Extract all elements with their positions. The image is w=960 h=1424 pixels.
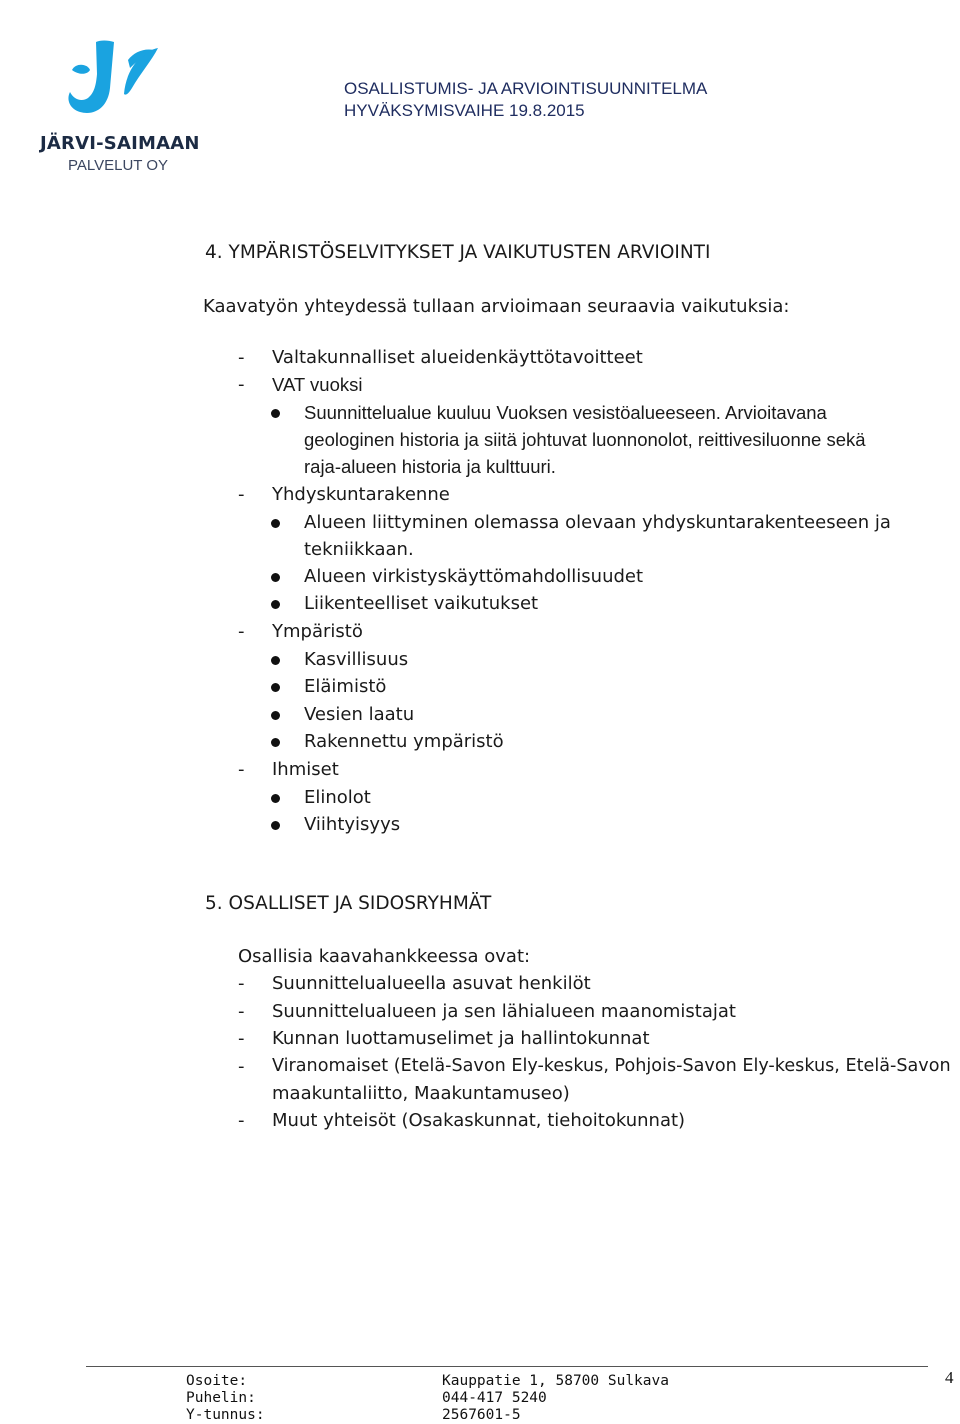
footer-ytunnus-value: 2567601-5 — [442, 1407, 521, 1423]
list-item: Vesien laatu — [304, 704, 415, 725]
dash-marker: - — [238, 484, 245, 505]
list-item: Alueen virkistyskäyttömahdollisuudet — [304, 566, 644, 587]
list-item: Viihtyisyys — [304, 814, 401, 835]
section4-intro: Kaavatyön yhteydessä tullaan arvioimaan seuraavia vaikutuksia: — [203, 296, 790, 317]
document-header — [344, 78, 707, 122]
dash-marker: - — [238, 374, 245, 395]
bullet-icon — [271, 821, 280, 830]
footer-address-value: Kauppatie 1, 58700 Sulkava — [442, 1373, 669, 1389]
bullet-icon — [271, 711, 280, 720]
bullet-icon — [271, 738, 280, 747]
dash-marker: - — [238, 759, 245, 780]
list-item: Rakennettu ympäristö — [304, 731, 504, 752]
list-item: Suunnittelualueella asuvat henkilöt — [272, 973, 591, 994]
list-item: VAT vuoksi — [272, 374, 363, 395]
dash-marker: - — [238, 621, 245, 642]
list-item: Valtakunnalliset alueidenkäyttötavoitteet — [272, 347, 643, 368]
list-item: Suunnittelualueen ja sen lähialueen maanomistajat — [272, 1001, 736, 1022]
bullet-icon — [271, 409, 280, 418]
bullet-icon — [271, 573, 280, 582]
page-number: 4 — [945, 1368, 954, 1387]
bullet-icon — [271, 600, 280, 609]
list-item-continuation: geologinen historia ja siitä johtuvat luonnonolot, reittivesiluonne sekä — [304, 429, 866, 450]
logo-subtitle: PALVELUT OY — [68, 157, 169, 174]
document-phase: HYVÄKSYMISVAIHE 19.8.2015 — [344, 101, 585, 120]
list-item-continuation: raja-alueen historia ja kulttuuri. — [304, 456, 556, 477]
list-item: Ympäristö — [272, 621, 363, 642]
list-item: Ihmiset — [272, 759, 339, 780]
dash-marker: - — [238, 973, 245, 994]
document-title: OSALLISTUMIS- JA ARVIOINTISUUNNITELMA — [344, 79, 708, 98]
list-item-continuation: tekniikkaan. — [304, 539, 414, 560]
dash-marker: - — [238, 1056, 245, 1077]
footer-ytunnus-label: Y-tunnus: — [186, 1407, 265, 1423]
section4-heading: 4. YMPÄRISTÖSELVITYKSET JA VAIKUTUSTEN ARVIOINTI — [205, 242, 711, 263]
list-item: Alueen liittyminen olemassa olevaan yhdyskuntarakenteeseen ja — [304, 512, 891, 533]
list-item: Kasvillisuus — [304, 649, 409, 670]
list-item: Liikenteelliset vaikutukset — [304, 593, 539, 614]
list-item: Muut yhteisöt (Osakaskunnat, tiehoitokunnat) — [272, 1110, 686, 1131]
bullet-icon — [271, 794, 280, 803]
dash-marker: - — [238, 1028, 245, 1049]
list-item: Kunnan luottamuselimet ja hallintokunnat — [272, 1028, 650, 1049]
section5-heading: 5. OSALLISET JA SIDOSRYHMÄT — [205, 893, 492, 914]
list-item: Elinolot — [304, 787, 371, 808]
footer-phone-label: Puhelin: — [186, 1390, 256, 1406]
dash-marker: - — [238, 347, 245, 368]
list-item: Yhdyskuntarakenne — [272, 484, 450, 505]
dash-marker: - — [238, 1001, 245, 1022]
logo-name: JÄRVI-SAIMAAN — [40, 133, 200, 154]
bullet-icon — [271, 683, 280, 692]
logo-mark-icon — [30, 30, 200, 135]
dash-marker: - — [238, 1110, 245, 1131]
list-item: Suunnittelualue kuuluu Vuoksen vesistöalueeseen. Arvioitavana — [304, 402, 827, 423]
footer-phone-value: 044-417 5240 — [442, 1390, 547, 1406]
list-item: Eläimistö — [304, 676, 387, 697]
footer-address-label: Osoite: — [186, 1373, 248, 1389]
company-logo — [30, 30, 200, 180]
footer-divider — [86, 1366, 928, 1367]
list-item: Viranomaiset (Etelä-Savon Ely-keskus, Pohjois-Savon Ely-keskus, Etelä-Savon — [272, 1056, 951, 1076]
list-item-continuation: maakuntaliitto, Maakuntamuseo) — [272, 1083, 570, 1104]
section5-intro: Osallisia kaavahankkeessa ovat: — [238, 946, 531, 967]
bullet-icon — [271, 519, 280, 528]
bullet-icon — [271, 656, 280, 665]
